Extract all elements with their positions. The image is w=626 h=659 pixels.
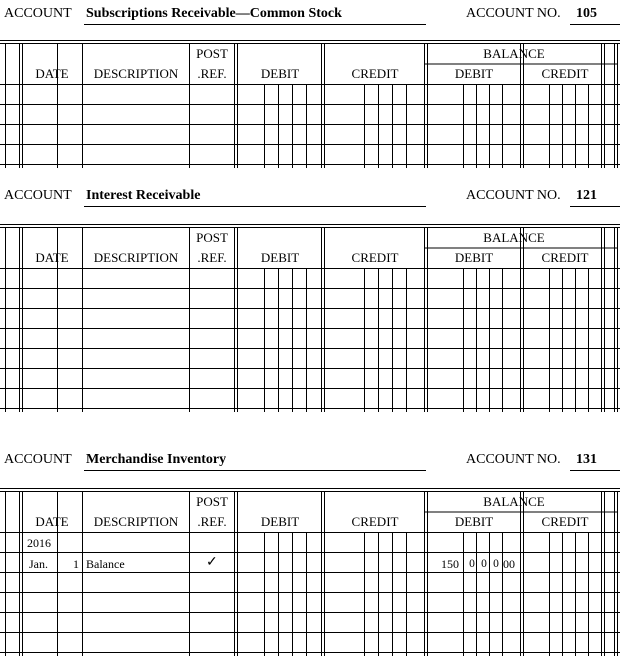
entry-balance-debit-hundreds[interactable]: 150 <box>441 557 459 571</box>
entry-year[interactable]: 2016 <box>27 536 51 550</box>
description-header: DESCRIPTION <box>93 66 179 81</box>
post-label: POST <box>196 494 228 509</box>
entry-day[interactable]: 1 <box>73 557 79 571</box>
post-label: POST <box>196 230 228 245</box>
credit-header: CREDIT <box>351 250 399 265</box>
entry-balance-debit-cents[interactable]: 00 <box>503 557 515 571</box>
account-no-label: ACCOUNT NO. <box>466 188 561 203</box>
ledger-header-2 <box>0 184 620 208</box>
entry-post-ref[interactable]: ✓ <box>206 555 218 570</box>
entry-description[interactable]: Balance <box>86 557 125 571</box>
balance-credit-header: CREDIT <box>541 514 589 529</box>
account-number[interactable]: 105 <box>570 6 620 25</box>
balance-credit-header: CREDIT <box>541 250 589 265</box>
ledger-header-3 <box>0 448 620 472</box>
account-label: ACCOUNT <box>4 452 72 467</box>
credit-header: CREDIT <box>351 66 399 81</box>
account-label: ACCOUNT <box>4 6 72 21</box>
entry-balance-debit-digit[interactable]: 0 <box>469 558 475 570</box>
balance-debit-header: DEBIT <box>454 250 494 265</box>
post-ref-label: .REF. <box>197 250 227 265</box>
entry-month[interactable]: Jan. <box>29 557 48 571</box>
entry-balance-debit-digit[interactable]: 0 <box>493 558 499 570</box>
balance-debit-header: DEBIT <box>454 66 494 81</box>
description-header: DESCRIPTION <box>93 514 179 529</box>
entry-balance-debit-digit[interactable]: 0 <box>481 558 487 570</box>
account-number[interactable]: 131 <box>570 452 620 471</box>
balance-debit-header: DEBIT <box>454 514 494 529</box>
credit-header: CREDIT <box>351 514 399 529</box>
date-header: DATE <box>35 66 69 81</box>
debit-header: DEBIT <box>260 514 300 529</box>
account-name[interactable]: Subscriptions Receivable—Common Stock <box>84 6 426 25</box>
balance-header: BALANCE <box>483 494 545 509</box>
date-header: DATE <box>35 250 69 265</box>
post-ref-label: .REF. <box>197 66 227 81</box>
balance-credit-header: CREDIT <box>541 66 589 81</box>
description-header: DESCRIPTION <box>93 250 179 265</box>
account-name[interactable]: Merchandise Inventory <box>84 452 426 471</box>
account-label: ACCOUNT <box>4 188 72 203</box>
account-no-label: ACCOUNT NO. <box>466 6 561 21</box>
debit-header: DEBIT <box>260 66 300 81</box>
debit-header: DEBIT <box>260 250 300 265</box>
account-number[interactable]: 121 <box>570 188 620 207</box>
account-name[interactable]: Interest Receivable <box>84 188 426 207</box>
ledger-header-1 <box>0 2 620 26</box>
account-no-label: ACCOUNT NO. <box>466 452 561 467</box>
balance-header: BALANCE <box>483 46 545 61</box>
post-ref-label: .REF. <box>197 514 227 529</box>
post-label: POST <box>196 46 228 61</box>
balance-header: BALANCE <box>483 230 545 245</box>
date-header: DATE <box>35 514 69 529</box>
